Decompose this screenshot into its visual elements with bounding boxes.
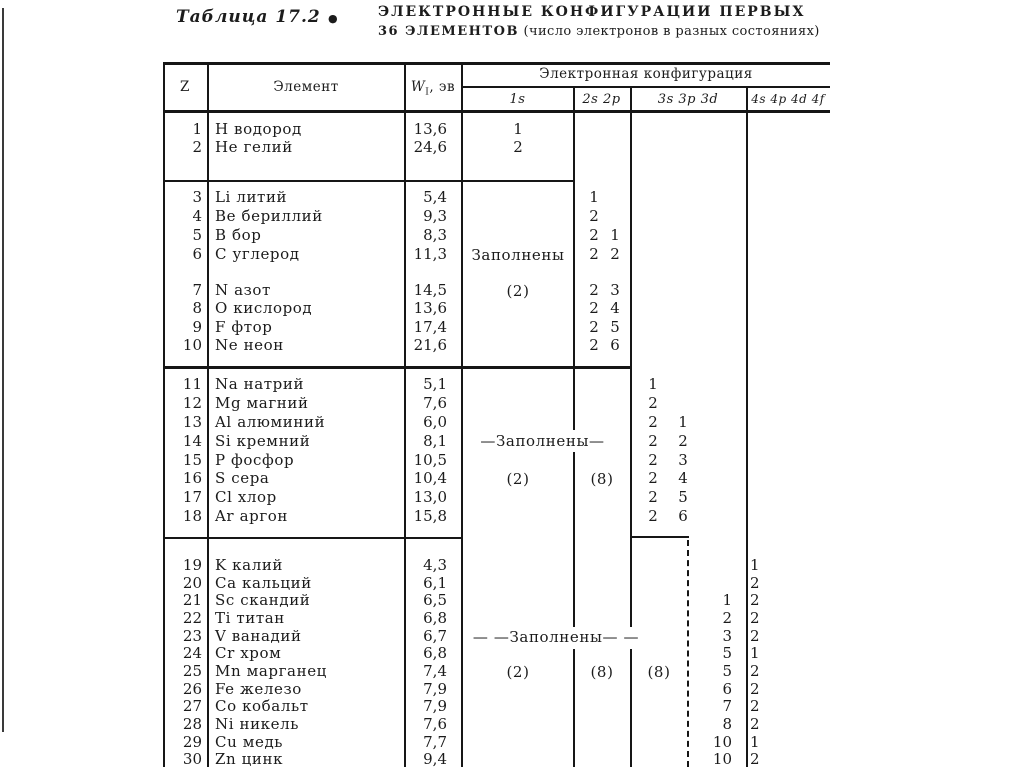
cell-w-row-10: 21,6: [413, 336, 447, 354]
cell-c3b-row-18: 6: [678, 507, 688, 525]
table-title-line2-rest: (число электронов в разных состояниях): [523, 24, 820, 39]
cell-z-row-19: 19: [182, 556, 202, 574]
filled-count-3s3p-block4: (8): [632, 664, 686, 680]
cell-el-row-1: H водород: [215, 120, 302, 138]
cell-d3-row-29: 10: [712, 733, 732, 751]
cell-z-row-17: 17: [182, 488, 202, 506]
cell-c2a-row-8: 2: [589, 299, 599, 317]
cell-w-row-12: 7,6: [423, 394, 447, 412]
cell-el-row-25: Mn марганец: [215, 662, 327, 680]
cell-d3-row-23: 3: [722, 627, 732, 645]
cell-z-row-8: 8: [192, 299, 202, 317]
cell-el-row-24: Cr хром: [215, 644, 282, 662]
cell-z-row-10: 10: [182, 336, 202, 354]
cell-el-row-9: F фтор: [215, 318, 273, 336]
cell-el-row-7: N азот: [215, 281, 271, 299]
grid-line: [573, 649, 575, 767]
cell-c2b-row-5: 1: [610, 226, 620, 244]
cell-el-row-2: He гелий: [215, 138, 293, 156]
grid-line: [630, 649, 632, 767]
cell-w-row-3: 5,4: [423, 188, 447, 206]
cell-c3b-row-17: 5: [678, 488, 688, 506]
cell-el-row-11: Na натрий: [215, 375, 305, 393]
cell-el-row-26: Fe железо: [215, 680, 302, 698]
cell-z-row-27: 27: [182, 697, 202, 715]
grid-line: [207, 62, 209, 767]
cell-z-row-14: 14: [182, 432, 202, 450]
cell-z-row-4: 4: [192, 207, 202, 225]
cell-c3a-row-16: 2: [648, 469, 658, 487]
dotted-grid-line: [687, 540, 689, 767]
col-header-config: Электронная конфигурация: [539, 66, 753, 82]
cell-z-row-3: 3: [192, 188, 202, 206]
grid-line: [746, 86, 748, 767]
cell-c3a-row-15: 2: [648, 451, 658, 469]
cell-c3a-row-18: 2: [648, 507, 658, 525]
cell-el-row-20: Ca кальций: [215, 574, 312, 592]
cell-d3-row-24: 5: [722, 644, 732, 662]
cell-w-row-9: 17,4: [413, 318, 447, 336]
grid-line: [163, 110, 830, 113]
cell-w-row-16: 10,4: [413, 469, 447, 487]
col-header-z: Z: [180, 79, 190, 95]
grid-line: [630, 86, 632, 627]
cell-z-row-25: 25: [182, 662, 202, 680]
cell-d3-row-28: 8: [722, 715, 732, 733]
cell-s4-row-24: 1: [750, 644, 760, 662]
cell-w-row-26: 7,9: [423, 680, 447, 698]
cell-d3-row-21: 1: [722, 591, 732, 609]
cell-s4-row-23: 2: [750, 627, 760, 645]
cell-c3a-row-12: 2: [648, 394, 658, 412]
cell-w-row-7: 14,5: [413, 281, 447, 299]
table-number-label: Таблица 17.2: [176, 7, 321, 27]
cell-el-row-22: Ti титан: [215, 609, 285, 627]
cell-el-row-3: Li литий: [215, 188, 288, 206]
cell-el-row-13: Al алюминий: [215, 413, 326, 431]
cell-el-row-8: O кислород: [215, 299, 313, 317]
cell-z-row-21: 21: [182, 591, 202, 609]
cell-z-row-11: 11: [182, 375, 202, 393]
page-edge-line: [2, 8, 4, 732]
cell-w-row-21: 6,5: [423, 591, 447, 609]
cell-c3a-row-14: 2: [648, 432, 658, 450]
cell-w-row-23: 6,7: [423, 627, 447, 645]
cell-w-row-14: 8,1: [423, 432, 447, 450]
grid-line: [573, 86, 575, 430]
cell-c3b-row-14: 2: [678, 432, 688, 450]
grid-line: [461, 62, 463, 767]
cell-w-row-27: 7,9: [423, 697, 447, 715]
cell-el-row-6: C углерод: [215, 245, 300, 263]
filled-shells-label-block3: —Заполнены—: [455, 433, 630, 449]
cell-w-row-29: 7,7: [423, 733, 447, 751]
grid-line: [163, 366, 632, 369]
cell-s4-row-25: 2: [750, 662, 760, 680]
cell-s4-row-29: 1: [750, 733, 760, 751]
cell-w-row-19: 4,3: [423, 556, 447, 574]
filled-count-1s-block4: (2): [463, 664, 573, 680]
cell-el-row-14: Si кремний: [215, 432, 311, 450]
cell-d3-row-25: 5: [722, 662, 732, 680]
subcol-header-3s3p3d: 3s 3p 3d: [657, 92, 719, 107]
cell-el-row-27: Co кобальт: [215, 697, 309, 715]
cell-s4-row-19: 1: [750, 556, 760, 574]
cell-c1-row-2: 2: [513, 138, 523, 156]
cell-z-row-20: 20: [182, 574, 202, 592]
cell-w-row-1: 13,6: [413, 120, 447, 138]
cell-c2a-row-5: 2: [589, 226, 599, 244]
cell-el-row-15: P фосфор: [215, 451, 295, 469]
bullet-icon: ●: [328, 12, 338, 25]
cell-s4-row-20: 2: [750, 574, 760, 592]
grid-line: [163, 180, 575, 182]
col-header-w: [404, 79, 462, 98]
table-title-line1: ЭЛЕКТРОННЫЕ КОНФИГУРАЦИИ ПЕРВЫХ: [378, 4, 806, 20]
cell-c3b-row-13: 1: [678, 413, 688, 431]
cell-c2b-row-10: 6: [610, 336, 620, 354]
cell-el-row-29: Cu медь: [215, 733, 284, 751]
cell-w-row-15: 10,5: [413, 451, 447, 469]
cell-c2b-row-7: 3: [610, 281, 620, 299]
cell-s4-row-30: 2: [750, 750, 760, 767]
cell-c3a-row-17: 2: [648, 488, 658, 506]
filled-shells-label-block2: Заполнены: [463, 247, 573, 263]
cell-z-row-29: 29: [182, 733, 202, 751]
cell-el-row-17: Cl хлор: [215, 488, 277, 506]
filled-count-1s-block2: (2): [463, 283, 573, 299]
cell-c3b-row-15: 3: [678, 451, 688, 469]
cell-z-row-18: 18: [182, 507, 202, 525]
cell-el-row-30: Zn цинк: [215, 750, 284, 767]
cell-c2a-row-7: 2: [589, 281, 599, 299]
cell-z-row-1: 1: [192, 120, 202, 138]
cell-el-row-10: Ne неон: [215, 336, 284, 354]
cell-c2a-row-3: 1: [589, 188, 599, 206]
cell-w-row-28: 7,6: [423, 715, 447, 733]
cell-d3-row-26: 6: [722, 680, 732, 698]
cell-z-row-26: 26: [182, 680, 202, 698]
cell-el-row-19: K калий: [215, 556, 284, 574]
cell-z-row-5: 5: [192, 226, 202, 244]
cell-w-row-30: 9,4: [423, 750, 447, 767]
subcol-header-4s4p4d4f: 4s 4p 4d 4f: [751, 92, 825, 106]
cell-w-row-24: 6,8: [423, 644, 447, 662]
cell-z-row-13: 13: [182, 413, 202, 431]
cell-z-row-2: 2: [192, 138, 202, 156]
cell-s4-row-26: 2: [750, 680, 760, 698]
cell-el-row-16: S сера: [215, 469, 270, 487]
cell-c2a-row-9: 2: [589, 318, 599, 336]
cell-el-row-21: Sc скандий: [215, 591, 311, 609]
cell-el-row-4: Be бериллий: [215, 207, 323, 225]
cell-c1-row-1: 1: [513, 120, 523, 138]
cell-w-row-18: 15,8: [413, 507, 447, 525]
cell-w-row-4: 9,3: [423, 207, 447, 225]
cell-c2b-row-6: 2: [610, 245, 620, 263]
cell-c2a-row-6: 2: [589, 245, 599, 263]
cell-d3-row-22: 2: [722, 609, 732, 627]
filled-count-1s-block3: (2): [463, 471, 573, 487]
cell-z-row-30: 30: [182, 750, 202, 767]
cell-w-row-17: 13,0: [413, 488, 447, 506]
grid-line: [163, 62, 830, 65]
cell-w-row-5: 8,3: [423, 226, 447, 244]
w-subscript: I: [425, 87, 430, 98]
cell-c2a-row-4: 2: [589, 207, 599, 225]
cell-c2b-row-8: 4: [610, 299, 620, 317]
table-title-line2: [378, 24, 820, 39]
cell-w-row-13: 6,0: [423, 413, 447, 431]
filled-count-2s2p-block4: (8): [574, 664, 630, 680]
cell-s4-row-21: 2: [750, 591, 760, 609]
cell-w-row-20: 6,1: [423, 574, 447, 592]
cell-w-row-25: 7,4: [423, 662, 447, 680]
cell-z-row-7: 7: [192, 281, 202, 299]
cell-c2b-row-9: 5: [610, 318, 620, 336]
filled-shells-label-block4: — —Заполнены— —: [450, 629, 662, 645]
cell-w-row-11: 5,1: [423, 375, 447, 393]
cell-c3b-row-16: 4: [678, 469, 688, 487]
cell-w-row-22: 6,8: [423, 609, 447, 627]
cell-c3a-row-11: 1: [648, 375, 658, 393]
cell-z-row-16: 16: [182, 469, 202, 487]
cell-z-row-24: 24: [182, 644, 202, 662]
cell-d3-row-30: 10: [712, 750, 732, 767]
cell-el-row-5: B бор: [215, 226, 262, 244]
cell-el-row-12: Mg магний: [215, 394, 309, 412]
cell-z-row-12: 12: [182, 394, 202, 412]
w-symbol: W: [410, 79, 426, 95]
cell-s4-row-28: 2: [750, 715, 760, 733]
cell-z-row-28: 28: [182, 715, 202, 733]
cell-w-row-2: 24,6: [413, 138, 447, 156]
cell-z-row-23: 23: [182, 627, 202, 645]
w-unit: , эв: [429, 79, 456, 95]
cell-s4-row-27: 2: [750, 697, 760, 715]
grid-line: [631, 536, 689, 538]
cell-c3a-row-13: 2: [648, 413, 658, 431]
cell-w-row-6: 11,3: [413, 245, 447, 263]
cell-z-row-15: 15: [182, 451, 202, 469]
cell-z-row-9: 9: [192, 318, 202, 336]
cell-el-row-18: Ar аргон: [215, 507, 289, 525]
cell-z-row-6: 6: [192, 245, 202, 263]
col-header-element: Элемент: [273, 79, 339, 95]
subcol-header-2s2p: 2s 2p: [582, 92, 621, 107]
subcol-header-1s: 1s: [509, 92, 526, 107]
cell-c2a-row-10: 2: [589, 336, 599, 354]
cell-s4-row-22: 2: [750, 609, 760, 627]
cell-w-row-8: 13,6: [413, 299, 447, 317]
grid-line: [573, 452, 575, 627]
cell-el-row-23: V ванадий: [215, 627, 302, 645]
filled-count-2s2p-block3: (8): [574, 471, 630, 487]
cell-el-row-28: Ni никель: [215, 715, 300, 733]
cell-d3-row-27: 7: [722, 697, 732, 715]
grid-line: [462, 86, 830, 88]
cell-z-row-22: 22: [182, 609, 202, 627]
table-title-line2-bold: 36 ЭЛЕМЕНТОВ: [378, 24, 519, 39]
